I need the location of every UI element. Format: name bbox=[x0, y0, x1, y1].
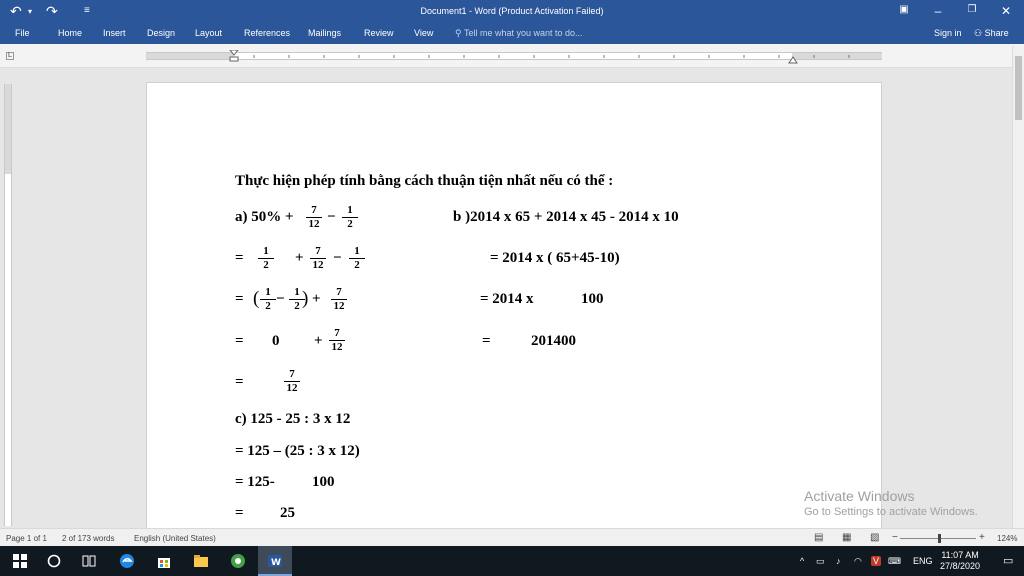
indent-marker-icon[interactable] bbox=[229, 50, 239, 62]
status-bar bbox=[0, 528, 1024, 546]
right-paren: ) bbox=[302, 288, 309, 309]
heading-text: Thực hiện phép tính bằng cách thuận tiện nhất nếu có thể : bbox=[235, 173, 614, 189]
tab-selector[interactable]: L bbox=[6, 52, 14, 60]
tab-home[interactable]: Home bbox=[58, 28, 83, 38]
zoom-in-icon[interactable]: + bbox=[979, 532, 985, 543]
clock-date: 27/8/2020 bbox=[940, 561, 981, 571]
equals-sign: = bbox=[235, 374, 244, 390]
fraction-7-12: 7 12 bbox=[309, 245, 327, 272]
zoom-out-icon[interactable]: − bbox=[892, 532, 898, 543]
plus-sign: + bbox=[312, 291, 321, 307]
c-step-2-b: 100 bbox=[312, 474, 335, 490]
read-mode-icon[interactable]: ▤ bbox=[814, 532, 824, 543]
store-icon[interactable] bbox=[156, 553, 172, 569]
fraction-7-12: 7 12 bbox=[328, 327, 346, 354]
c-step-2-a: = 125- bbox=[235, 474, 275, 490]
customize-toolbar-icon[interactable]: ≡ bbox=[84, 5, 90, 16]
share-label: Share bbox=[984, 28, 1009, 38]
cortana-search-icon[interactable] bbox=[46, 553, 62, 569]
minus-sign: − bbox=[333, 250, 342, 266]
horizontal-ruler[interactable] bbox=[146, 52, 882, 60]
tray-chevron-icon[interactable]: ^ bbox=[800, 556, 805, 566]
ribbon-display-icon[interactable]: ▣ bbox=[899, 4, 909, 15]
b-step-3-eq: = bbox=[482, 333, 491, 349]
clock-time: 11:07 AM bbox=[941, 550, 979, 560]
app-icon[interactable] bbox=[230, 553, 246, 569]
activate-heading: Activate Windows bbox=[804, 488, 915, 504]
scroll-thumb[interactable] bbox=[1015, 56, 1022, 120]
person-icon: ⚇ bbox=[974, 28, 983, 38]
svg-text:W: W bbox=[271, 558, 281, 568]
antivirus-icon[interactable]: V bbox=[873, 556, 880, 566]
c-step-3-val: 25 bbox=[280, 505, 295, 521]
task-view-icon[interactable] bbox=[81, 553, 97, 569]
chevron-down-icon[interactable]: ▾ bbox=[28, 7, 33, 16]
undo-icon[interactable]: ↶ bbox=[10, 3, 22, 19]
ribbon bbox=[0, 24, 1024, 44]
tab-insert[interactable]: Insert bbox=[103, 28, 126, 38]
fraction-1-2: 1 2 bbox=[341, 204, 359, 231]
zoom-level[interactable]: 124% bbox=[997, 534, 1018, 543]
wifi-icon[interactable]: ◠ bbox=[854, 556, 862, 566]
sign-in-link[interactable]: Sign in bbox=[934, 28, 962, 38]
clock[interactable] bbox=[940, 550, 980, 572]
windows-start-icon[interactable] bbox=[12, 553, 28, 569]
word-count[interactable]: 2 of 173 words bbox=[62, 534, 115, 543]
b-step-2-a: = 2014 x bbox=[480, 291, 534, 307]
word-taskbar-button[interactable] bbox=[258, 546, 292, 576]
b-step-1: = 2014 x ( 65+45-10) bbox=[490, 250, 620, 266]
vertical-ruler[interactable] bbox=[4, 84, 12, 526]
part-a-label: a) 50% + bbox=[235, 209, 294, 225]
fraction-1-2: 1 2 bbox=[348, 245, 366, 272]
battery-icon[interactable]: ▭ bbox=[816, 556, 825, 566]
tab-design[interactable]: Design bbox=[147, 28, 176, 38]
word-icon bbox=[267, 553, 283, 569]
b-step-2-b: 100 bbox=[581, 291, 604, 307]
left-paren: ( bbox=[253, 288, 260, 309]
print-layout-icon[interactable]: ▦ bbox=[842, 532, 852, 543]
taskbar bbox=[0, 546, 1024, 576]
notification-icon[interactable]: ▭ bbox=[1003, 555, 1014, 567]
fraction-7-12: 7 12 bbox=[305, 204, 323, 231]
fraction-7-12: 7 12 bbox=[330, 286, 348, 313]
close-button[interactable]: ✕ bbox=[1000, 4, 1012, 18]
keyboard-icon[interactable]: ⌨ bbox=[888, 556, 901, 566]
part-b-problem: b )2014 x 65 + 2014 x 45 - 2014 x 10 bbox=[453, 209, 679, 225]
minimize-button[interactable]: – bbox=[934, 4, 942, 18]
activate-subtext: Go to Settings to activate Windows. bbox=[804, 506, 978, 518]
volume-icon[interactable]: ♪ bbox=[836, 556, 841, 566]
window-title: Document1 - Word (Product Activation Failed) bbox=[420, 6, 604, 16]
edge-browser-icon[interactable] bbox=[119, 553, 135, 569]
tab-review[interactable]: Review bbox=[364, 28, 394, 38]
equals-sign: = bbox=[235, 250, 244, 266]
ruler-ticks bbox=[146, 53, 882, 59]
zoom-slider-thumb[interactable] bbox=[938, 534, 941, 543]
title-bar bbox=[0, 0, 1024, 24]
tab-mailings[interactable]: Mailings bbox=[308, 28, 342, 38]
zero-value: 0 bbox=[272, 333, 280, 349]
activate-windows-watermark bbox=[804, 488, 978, 518]
web-layout-icon[interactable]: ▧ bbox=[870, 532, 880, 543]
tab-layout[interactable]: Layout bbox=[195, 28, 223, 38]
minus-sign: − bbox=[276, 291, 285, 307]
redo-icon[interactable]: ↷ bbox=[46, 3, 58, 19]
file-explorer-icon[interactable] bbox=[193, 553, 209, 569]
restore-button[interactable]: ❐ bbox=[967, 4, 977, 15]
tell-me-label: Tell me what you want to do... bbox=[463, 28, 583, 38]
part-c-problem: c) 125 - 25 : 3 x 12 bbox=[235, 411, 351, 427]
fraction-7-12: 7 12 bbox=[283, 368, 301, 395]
page-count[interactable]: Page 1 of 1 bbox=[6, 534, 47, 543]
equals-sign: = bbox=[235, 333, 244, 349]
vertical-scrollbar[interactable] bbox=[1012, 46, 1024, 528]
b-step-3-val: 201400 bbox=[531, 333, 576, 349]
tab-references[interactable]: References bbox=[244, 28, 291, 38]
plus-sign: + bbox=[295, 250, 304, 266]
tell-me-search[interactable] bbox=[455, 28, 583, 39]
tab-file[interactable]: File bbox=[15, 28, 30, 38]
vruler-top-margin bbox=[5, 84, 11, 174]
language-indicator[interactable]: English (United States) bbox=[134, 534, 216, 543]
c-step-1: = 125 – (25 : 3 x 12) bbox=[235, 443, 360, 459]
fraction-1-2: 1 2 bbox=[259, 286, 277, 313]
minus-sign: − bbox=[327, 209, 336, 225]
fraction-1-2: 1 2 bbox=[288, 286, 306, 313]
share-button[interactable] bbox=[974, 28, 1009, 39]
ruler-bar bbox=[0, 44, 1024, 68]
tab-view[interactable]: View bbox=[414, 28, 434, 38]
right-indent-marker-icon[interactable] bbox=[788, 56, 798, 64]
fraction-1-2: 1 2 bbox=[257, 245, 275, 272]
plus-sign: + bbox=[314, 333, 323, 349]
lightbulb-icon: ⚲ bbox=[455, 28, 462, 38]
input-language[interactable]: ENG bbox=[913, 556, 933, 566]
c-step-3-eq: = bbox=[235, 505, 244, 521]
equals-sign: = bbox=[235, 291, 244, 307]
